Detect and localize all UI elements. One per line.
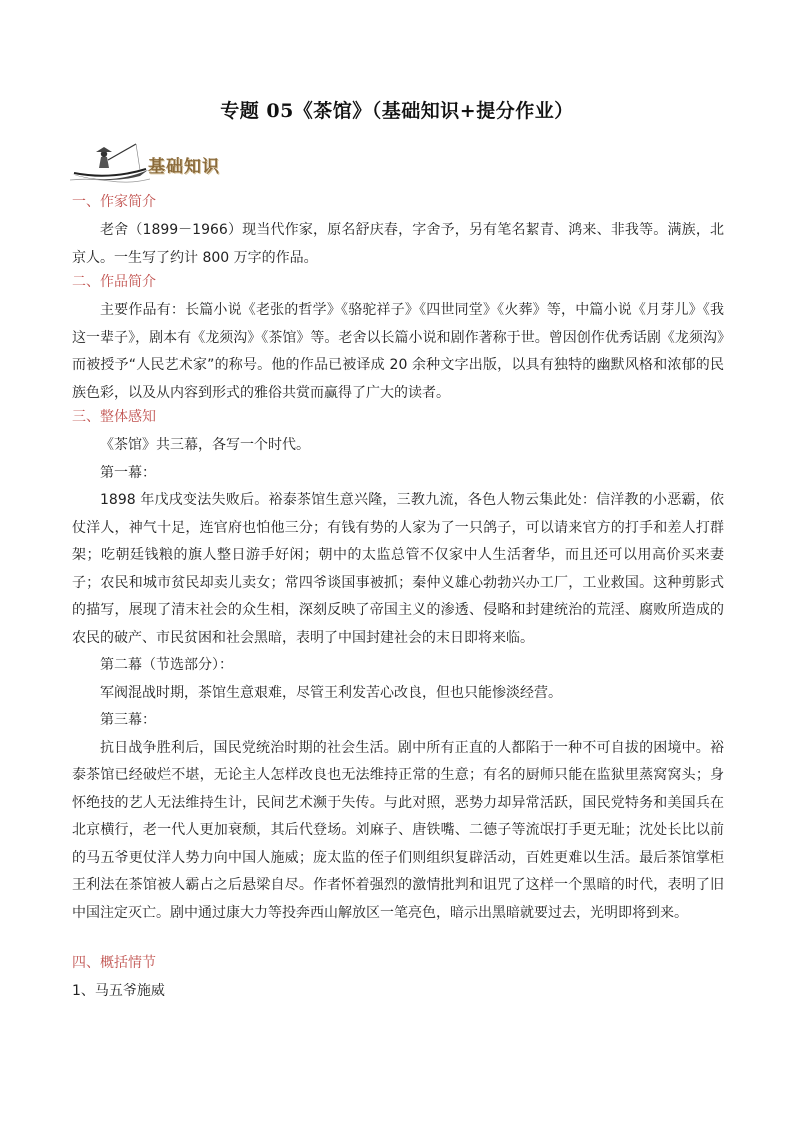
paragraph: 主要作品有：长篇小说《老张的哲学》《骆驼祥子》《四世同堂》《火葬》等，中篇小说《月芽儿》《我这一辈子》，剧本有《龙须沟》《茶馆》等。老舍以长篇小说和剧作著称于世。曾因创作优秀话剧《龙须沟》而被授予“人民艺术家”的称号。他的作品已被译成 20 余种文字出版，以具有独特的幽默风格和浓郁的民族色彩，以及从内容到形式的雅俗共赏而赢得了广大的读者。 (72, 302, 724, 401)
section-heading: 二、作品简介 (72, 274, 156, 290)
paragraph: 《茶馆》共三幕，各写一个时代。 (100, 437, 310, 453)
section-heading: 一、作家简介 (72, 194, 156, 210)
act-label: 第二幕（节选部分）： (100, 657, 233, 673)
list-item: 1、马五爷施威 (72, 983, 165, 999)
paragraph: 抗日战争胜利后，国民党统治时期的社会生活。剧中所有正直的人都陷于一种不可自拔的困境中。裕泰茶馆已经破烂不堪，无论主人怎样改良也无法维持正常的生意；有名的厨师只能在监狱里蒸窝窝头；身怀绝技的艺人无法维持生计，民间艺术濒于失传。与此对照，恶势力却异常活跃，国民党特务和美国兵在北京横行，老一代人更加衰颓，其后代登场。刘麻子、唐铁嘴、二德子等流氓打手更无耻；沈处长比以前的马五爷更仗洋人势力向中国人施威；庞太监的侄子们则组织复辟活动，百姓更难以生活。最后茶馆掌柜王利法在茶馆被人霸占之后悬梁自尽。作者怀着强烈的激情批判和诅咒了这样一个黑暗的时代，表明了旧中国注定灭亡。剧中通过康大力等投奔西山解放区一笔亮色，暗示出黑暗就要过去，光明即将到来。 (72, 739, 724, 921)
act-label: 第一幕： (100, 464, 156, 481)
paragraph: 1898 年戊戌变法失败后。裕泰茶馆生意兴隆，三教九流，各色人物云集此处：信洋教的小恶霸，依仗洋人，神气十足，连官府也怕他三分；有钱有势的人家为了一只鸽子，可以请来官方的打手和差人打群架；吃朝廷钱粮的旗人整日游手好闲；朝中的太监总管不仅家中人生活奢华，而且还可以用高价买来妻子；农民和城市贫民却卖儿卖女；常四爷谈国事被抓；秦仲义雄心勃勃兴办工厂，工业救国。这种剪影式的描写，展现了清末社会的众生相，深刻反映了帝国主义的渗透、侵略和封建统治的荒淫、腐败所造成的农民的破产、市民贫困和社会黑暗，表明了中国封建社会的末日即将来临。 (72, 492, 724, 646)
section-banner (70, 140, 290, 186)
page-title: 专题 05《茶馆》（基础知识+提分作业） (220, 100, 574, 122)
paragraph: 军阀混战时期，茶馆生意艰难，尽管王利发苦心改良，但也只能惨淡经营。 (100, 684, 562, 701)
act-label: 第三幕： (100, 712, 156, 728)
document-body (72, 192, 724, 1006)
fisherman-boat-icon (70, 140, 150, 186)
section-heading: 四、概括情节 (72, 955, 156, 971)
paragraph: 老舍（1899－1966）现当代作家，原名舒庆春，字舍予，另有笔名絜青、鸿来、非我等。满族，北京人。一生写了约计 800 万字的作品。 (72, 222, 724, 266)
section-heading: 三、整体感知 (72, 409, 156, 425)
banner-label: 基础知识 (148, 157, 220, 177)
